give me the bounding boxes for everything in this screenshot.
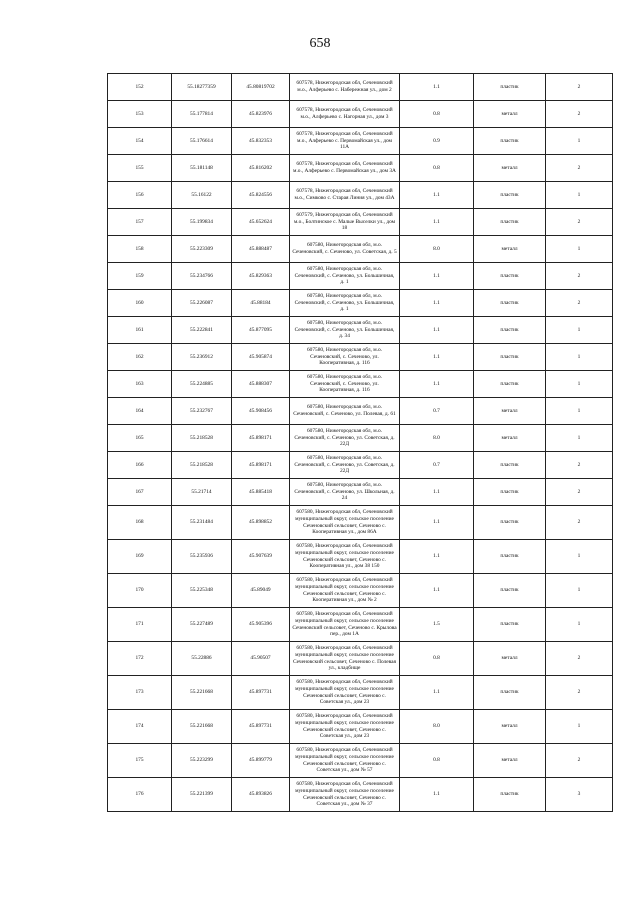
address-cell: 607578, Нижегородская обл, Сеченовский м.о., Алферьево с. Нагорная ул., дом 3 [290, 101, 400, 128]
longitude-cell: 45.88184 [232, 290, 290, 317]
address-cell: 607580, Нижегородская обл, м.о. Сеченовский, с. Сеченово, ул. Полевая, д. 61 [290, 398, 400, 425]
material-cell: пластик [474, 317, 546, 344]
latitude-cell: 55.224885 [172, 371, 232, 398]
address-cell: 607580, Нижегородская обл, Сеченовский муниципальный округ, сельское поселение Сеченовский сельсовет, Сеченово с. Советская ул., дом № 37 [290, 778, 400, 812]
longitude-cell: 45.898171 [232, 452, 290, 479]
table-row [108, 642, 613, 676]
longitude-cell: 45.824556 [232, 182, 290, 209]
latitude-cell: 55.22886 [172, 642, 232, 676]
count-cell: 2 [546, 479, 613, 506]
latitude-cell: 55.177814 [172, 101, 232, 128]
table-row [108, 710, 613, 744]
latitude-cell: 55.199834 [172, 209, 232, 236]
latitude-cell: 55.234766 [172, 263, 232, 290]
row-number-cell: 163 [108, 371, 172, 398]
row-number-cell: 165 [108, 425, 172, 452]
volume-cell: 0.7 [400, 398, 474, 425]
longitude-cell: 45.888487 [232, 236, 290, 263]
volume-cell: 1.1 [400, 371, 474, 398]
longitude-cell: 45.832353 [232, 128, 290, 155]
volume-cell: 1.1 [400, 182, 474, 209]
latitude-cell: 55.227489 [172, 608, 232, 642]
address-cell: 607580, Нижегородская обл, Сеченовский муниципальный округ, сельское поселение Сеченовский сельсовет, Сеченово с. Кооперативная ул., дом № 2 [290, 574, 400, 608]
address-cell: 607578, Нижегородская обл, Сеченовский м.о., Алферьево с. Набережная ул., дом 2 [290, 74, 400, 101]
longitude-cell: 45.89049 [232, 574, 290, 608]
row-number-cell: 156 [108, 182, 172, 209]
table-row [108, 128, 613, 155]
row-number-cell: 175 [108, 744, 172, 778]
volume-cell: 8.0 [400, 236, 474, 263]
table-row [108, 425, 613, 452]
row-number-cell: 154 [108, 128, 172, 155]
count-cell: 2 [546, 209, 613, 236]
longitude-cell: 45.90507 [232, 642, 290, 676]
count-cell: 3 [546, 778, 613, 812]
count-cell: 2 [546, 744, 613, 778]
count-cell: 1 [546, 371, 613, 398]
count-cell: 2 [546, 676, 613, 710]
volume-cell: 1.1 [400, 317, 474, 344]
row-number-cell: 170 [108, 574, 172, 608]
volume-cell: 0.9 [400, 128, 474, 155]
material-cell: пластик [474, 506, 546, 540]
row-number-cell: 157 [108, 209, 172, 236]
row-number-cell: 169 [108, 540, 172, 574]
volume-cell: 0.8 [400, 642, 474, 676]
longitude-cell: 45.816202 [232, 155, 290, 182]
row-number-cell: 171 [108, 608, 172, 642]
row-number-cell: 160 [108, 290, 172, 317]
page-number: 658 [309, 36, 331, 51]
row-number-cell: 166 [108, 452, 172, 479]
material-cell: металл [474, 398, 546, 425]
table-row [108, 506, 613, 540]
longitude-cell: 45.897731 [232, 676, 290, 710]
address-cell: 607579, Нижегородская обл, Сеченовский м.о., Болтинское с. Малые Выселки ул., дом 18 [290, 209, 400, 236]
count-cell: 2 [546, 155, 613, 182]
row-number-cell: 161 [108, 317, 172, 344]
latitude-cell: 55.231484 [172, 506, 232, 540]
table-row [108, 608, 613, 642]
longitude-cell: 45.905396 [232, 608, 290, 642]
volume-cell: 1.1 [400, 74, 474, 101]
latitude-cell: 55.21714 [172, 479, 232, 506]
latitude-cell: 55.232767 [172, 398, 232, 425]
longitude-cell: 45.898852 [232, 506, 290, 540]
material-cell: пластик [474, 344, 546, 371]
longitude-cell: 45.80819702 [232, 74, 290, 101]
longitude-cell: 45.905874 [232, 344, 290, 371]
volume-cell: 0.8 [400, 101, 474, 128]
table-row [108, 398, 613, 425]
latitude-cell: 55.221668 [172, 676, 232, 710]
material-cell: пластик [474, 479, 546, 506]
address-cell: 607578, Нижегородская обл, Сеченовский м.о., Симково с. Старая Линия ул., дом 43А [290, 182, 400, 209]
count-cell: 1 [546, 540, 613, 574]
table-row [108, 676, 613, 710]
count-cell: 1 [546, 608, 613, 642]
row-number-cell: 172 [108, 642, 172, 676]
material-cell: пластик [474, 209, 546, 236]
latitude-cell: 55.223299 [172, 744, 232, 778]
material-cell: пластик [474, 676, 546, 710]
table-row [108, 479, 613, 506]
count-cell: 1 [546, 398, 613, 425]
material-cell: пластик [474, 290, 546, 317]
count-cell: 2 [546, 642, 613, 676]
table-row [108, 290, 613, 317]
material-cell: пластик [474, 182, 546, 209]
row-number-cell: 155 [108, 155, 172, 182]
volume-cell: 1.1 [400, 263, 474, 290]
longitude-cell: 45.897731 [232, 710, 290, 744]
row-number-cell: 158 [108, 236, 172, 263]
row-number-cell: 152 [108, 74, 172, 101]
row-number-cell: 162 [108, 344, 172, 371]
row-number-cell: 164 [108, 398, 172, 425]
volume-cell: 1.1 [400, 290, 474, 317]
material-cell: металл [474, 744, 546, 778]
count-cell: 1 [546, 425, 613, 452]
material-cell: металл [474, 101, 546, 128]
count-cell: 2 [546, 263, 613, 290]
latitude-cell: 55.218528 [172, 452, 232, 479]
material-cell: пластик [474, 574, 546, 608]
latitude-cell: 55.223309 [172, 236, 232, 263]
table-row [108, 155, 613, 182]
volume-cell: 1.1 [400, 209, 474, 236]
count-cell: 1 [546, 128, 613, 155]
volume-cell: 0.8 [400, 155, 474, 182]
material-cell: пластик [474, 128, 546, 155]
address-cell: 607580, Нижегородская обл, м.о. Сеченовский, с. Сеченово, ул. Советская, д. 22Д [290, 452, 400, 479]
count-cell: 2 [546, 74, 613, 101]
address-cell: 607578, Нижегородская обл, Сеченовский м.о., Алферьево с. Первомайская ул., дом 11А [290, 128, 400, 155]
material-cell: пластик [474, 452, 546, 479]
material-cell: металл [474, 425, 546, 452]
volume-cell: 8.0 [400, 425, 474, 452]
longitude-cell: 45.885418 [232, 479, 290, 506]
material-cell: пластик [474, 74, 546, 101]
count-cell: 2 [546, 506, 613, 540]
latitude-cell: 55.221399 [172, 778, 232, 812]
longitude-cell: 45.823976 [232, 101, 290, 128]
table-row [108, 778, 613, 812]
table-row [108, 317, 613, 344]
volume-cell: 1.1 [400, 574, 474, 608]
count-cell: 2 [546, 101, 613, 128]
longitude-cell: 45.899779 [232, 744, 290, 778]
address-cell: 607580, Нижегородская обл, м.о. Сеченовский, с. Сеченово, ул. Советская, д. 22Д [290, 425, 400, 452]
table-row [108, 209, 613, 236]
count-cell: 2 [546, 452, 613, 479]
table-row [108, 574, 613, 608]
longitude-cell: 45.907639 [232, 540, 290, 574]
row-number-cell: 167 [108, 479, 172, 506]
count-cell: 1 [546, 574, 613, 608]
volume-cell: 0.7 [400, 452, 474, 479]
table-body [108, 74, 613, 812]
volume-cell: 1.1 [400, 676, 474, 710]
row-number-cell: 174 [108, 710, 172, 744]
address-cell: 607580, Нижегородская обл, м.о. Сеченовский, с. Сеченово, ул. Кооперативная, д. 116 [290, 371, 400, 398]
longitude-cell: 45.893826 [232, 778, 290, 812]
material-cell: пластик [474, 608, 546, 642]
table-row [108, 744, 613, 778]
address-cell: 607580, Нижегородская обл, Сеченовский муниципальный округ, сельское поселение Сеченовский сельсовет, Сеченово с. Советская ул., дом № 57 [290, 744, 400, 778]
table-row [108, 452, 613, 479]
latitude-cell: 55.222841 [172, 317, 232, 344]
table-row [108, 344, 613, 371]
address-cell: 607580, Нижегородская обл, Сеченовский муниципальный округ, сельское поселение Сеченовский сельсовет, Сеченово с. Советская ул., дом 23 [290, 710, 400, 744]
volume-cell: 1.1 [400, 479, 474, 506]
volume-cell: 1.1 [400, 344, 474, 371]
row-number-cell: 159 [108, 263, 172, 290]
volume-cell: 1.1 [400, 506, 474, 540]
address-cell: 607580, Нижегородская обл, м.о. Сеченовский, с. Сеченово, ул. Школьная, д. 24 [290, 479, 400, 506]
latitude-cell: 55.181148 [172, 155, 232, 182]
count-cell: 1 [546, 344, 613, 371]
row-number-cell: 168 [108, 506, 172, 540]
count-cell: 1 [546, 236, 613, 263]
longitude-cell: 45.877095 [232, 317, 290, 344]
registry-table [107, 73, 613, 812]
address-cell: 607578, Нижегородская обл, Сеченовский м.о., Алферьево с. Первомайская ул., дом 3А [290, 155, 400, 182]
material-cell: пластик [474, 540, 546, 574]
volume-cell: 1.1 [400, 540, 474, 574]
address-cell: 607580, Нижегородская обл, Сеченовский муниципальный округ, сельское поселение Сеченовский сельсовет, Сеченово с. Кооперативная ул., дом 86А [290, 506, 400, 540]
material-cell: металл [474, 155, 546, 182]
row-number-cell: 173 [108, 676, 172, 710]
address-cell: 607580, Нижегородская обл, Сеченовский муниципальный округ, сельское поселение Сеченовский сельсовет, Сеченово с. Крылова пер., дом 1А [290, 608, 400, 642]
count-cell: 1 [546, 317, 613, 344]
address-cell: 607580, Нижегородская обл, Сеченовский муниципальный округ, сельское поселение Сеченовский сельсовет, Сеченово с. Полевая ул., кладбище [290, 642, 400, 676]
latitude-cell: 55.236912 [172, 344, 232, 371]
material-cell: металл [474, 236, 546, 263]
latitude-cell: 55.225348 [172, 574, 232, 608]
latitude-cell: 55.176614 [172, 128, 232, 155]
latitude-cell: 55.226087 [172, 290, 232, 317]
material-cell: металл [474, 710, 546, 744]
material-cell: пластик [474, 263, 546, 290]
volume-cell: 1.5 [400, 608, 474, 642]
longitude-cell: 45.898171 [232, 425, 290, 452]
address-cell: 607580, Нижегородская обл, м.о. Сеченовский, с. Сеченово, ул. Советская, д. 5 [290, 236, 400, 263]
material-cell: пластик [474, 371, 546, 398]
volume-cell: 0.8 [400, 744, 474, 778]
address-cell: 607580, Нижегородская обл, м.о. Сеченовский, с. Сеченово, ул. Кооперативная, д. 116 [290, 344, 400, 371]
table-row [108, 540, 613, 574]
address-cell: 607580, Нижегородская обл, Сеченовский муниципальный округ, сельское поселение Сеченовский сельсовет, Сеченово с. Кооперативная ул., дом 38 150 [290, 540, 400, 574]
count-cell: 1 [546, 182, 613, 209]
volume-cell: 1.1 [400, 778, 474, 812]
latitude-cell: 55.221668 [172, 710, 232, 744]
latitude-cell: 55.18277359 [172, 74, 232, 101]
table-row [108, 182, 613, 209]
address-cell: 607580, Нижегородская обл, м.о. Сеченовский, с. Сеченово, ул. Большичная, д. 1 [290, 290, 400, 317]
address-cell: 607580, Нижегородская обл, м.о. Сеченовский, с. Сеченово, ул. Большичная, д. 1 [290, 263, 400, 290]
latitude-cell: 55.218528 [172, 425, 232, 452]
table-row [108, 263, 613, 290]
table-row [108, 101, 613, 128]
longitude-cell: 45.829363 [232, 263, 290, 290]
row-number-cell: 153 [108, 101, 172, 128]
material-cell: металл [474, 642, 546, 676]
count-cell: 1 [546, 710, 613, 744]
volume-cell: 8.0 [400, 710, 474, 744]
row-number-cell: 176 [108, 778, 172, 812]
table-row [108, 236, 613, 263]
latitude-cell: 55.235936 [172, 540, 232, 574]
table-row [108, 74, 613, 101]
table-row [108, 371, 613, 398]
longitude-cell: 45.652624 [232, 209, 290, 236]
longitude-cell: 45.908456 [232, 398, 290, 425]
address-cell: 607580, Нижегородская обл, Сеченовский муниципальный округ, сельское поселение Сеченовский сельсовет, Сеченово с. Советская ул., дом 23 [290, 676, 400, 710]
longitude-cell: 45.888307 [232, 371, 290, 398]
count-cell: 2 [546, 290, 613, 317]
latitude-cell: 55.16122 [172, 182, 232, 209]
address-cell: 607580, Нижегородская обл, м.о. Сеченовский, с. Сеченово, ул. Большичная, д. 34 [290, 317, 400, 344]
material-cell: пластик [474, 778, 546, 812]
